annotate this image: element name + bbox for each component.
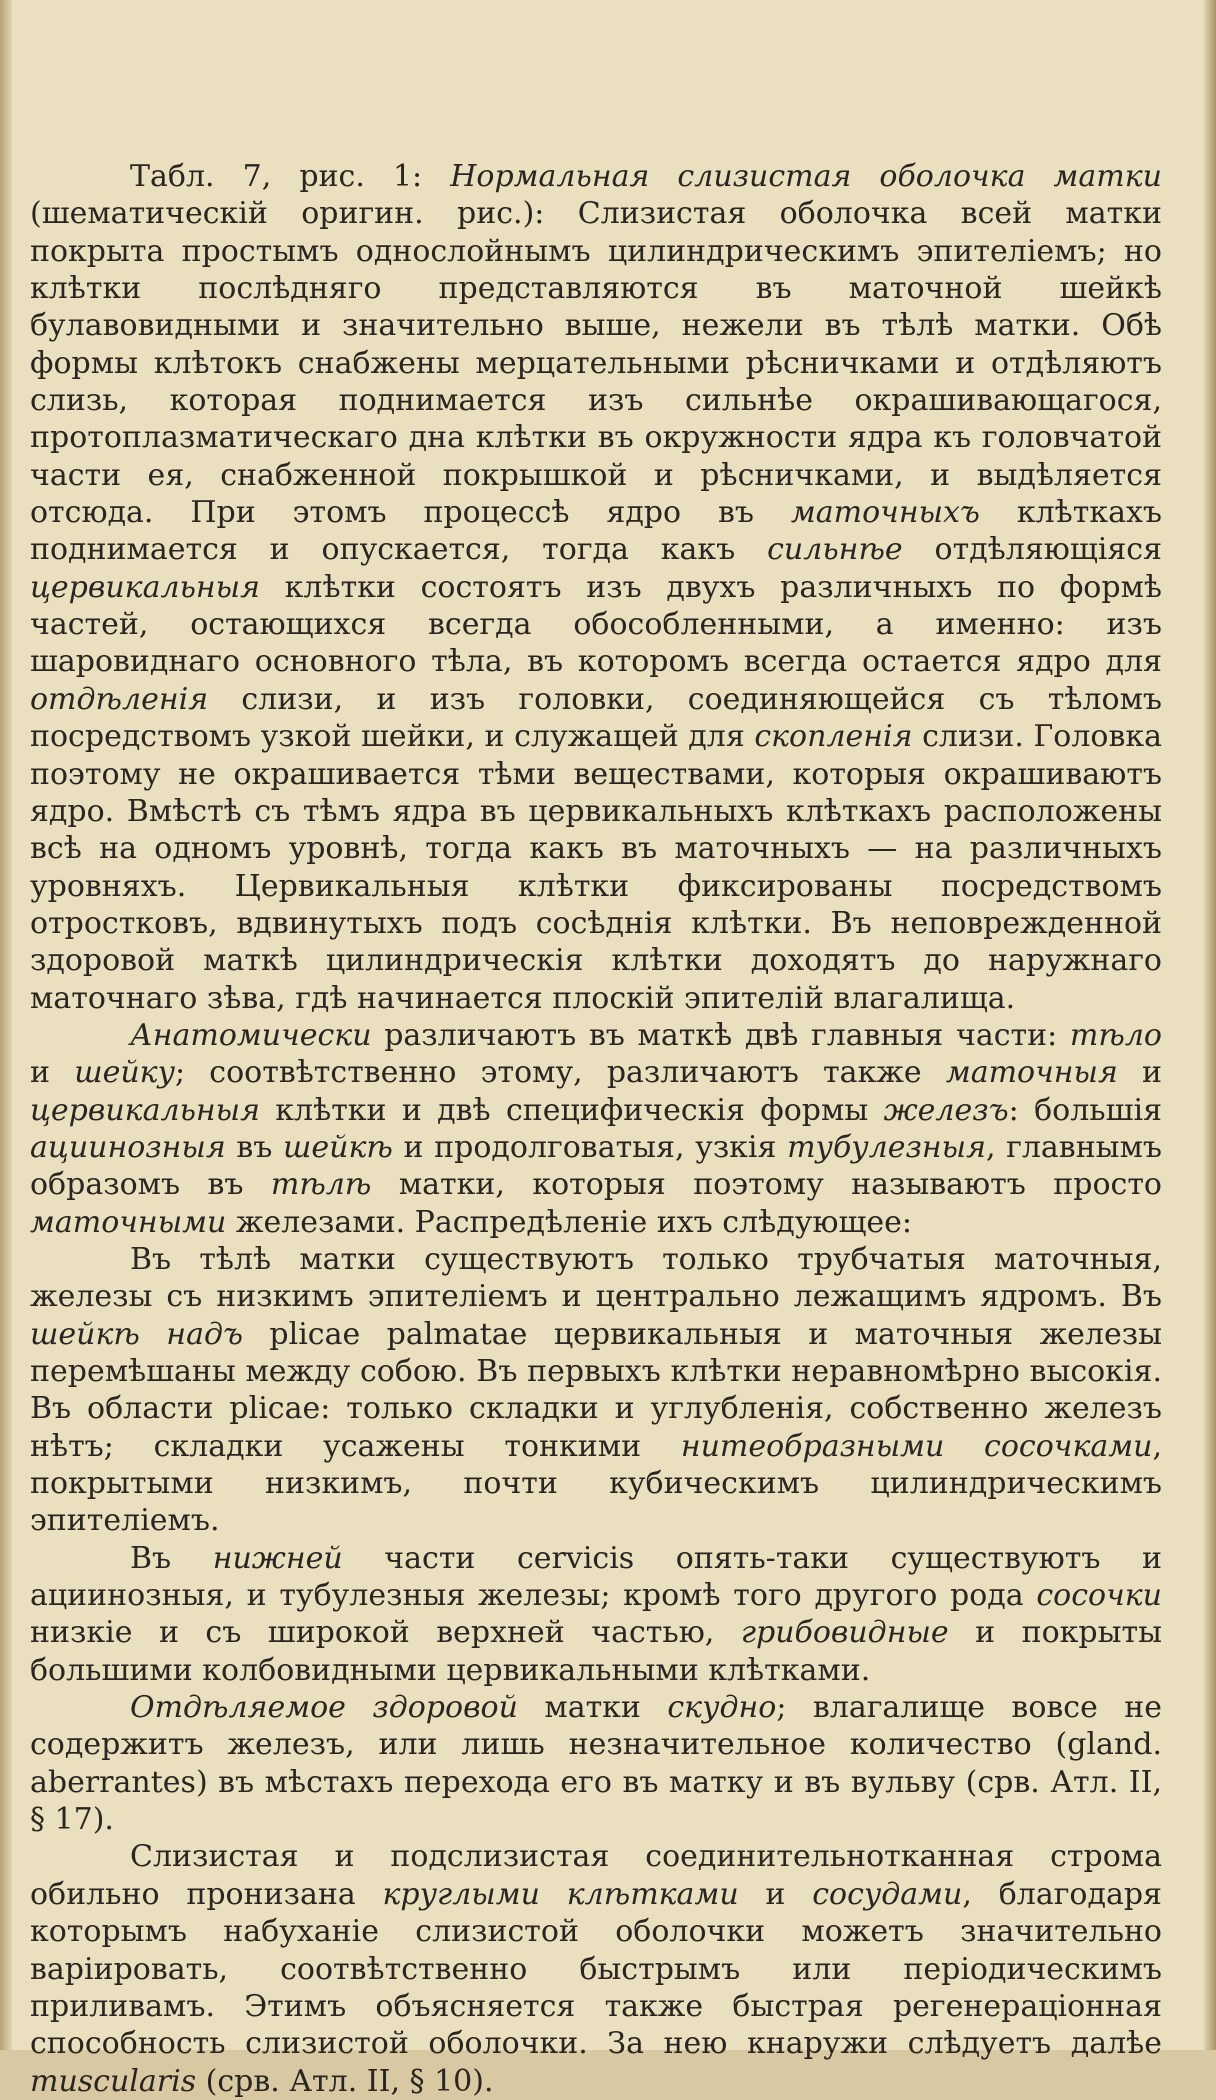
italic-term: тѣлѣ [270,1167,372,1203]
paragraph-2 [30,1017,1162,1241]
italic-term: нитеобразными сосочками [680,1428,1153,1464]
paragraph-5 [30,1689,1162,1838]
paragraph-6 [30,1838,1162,2099]
text-run: Въ [130,1540,213,1576]
italic-term: тѣло [1069,1017,1162,1053]
italic-term: железъ [883,1092,1009,1128]
italic-term: маточныя [945,1055,1118,1091]
italic-term: цервикальныя [30,1092,260,1128]
text-run: Табл. 7, рис. 1: [130,159,451,194]
text-run: Въ тѣлѣ матки существуютъ только трубчатыя маточныя, железы съ низкимъ эпителіемъ и центрально лежащимъ ядромъ. Въ [30,1241,1162,1315]
text-run: и покрыты большими колбовидными цервикальными клѣтками. [30,1615,1162,1688]
text-run: различаютъ въ маткѣ двѣ главныя части: [371,1017,1070,1053]
text-run: (шематическій оригин. рис.): Слизистая оболочка всей матки покрыта простымъ однослойнымъ цилиндрическимъ эпителіемъ; но клѣтки послѣдняго представляются въ маточной шейкѣ булавовидными и значительно выше, нежели въ тѣлѣ матки. Обѣ формы клѣтокъ снабжены мерцательными рѣсничками и отдѣляютъ слизь, которая поднимается изъ сильнѣе окрашивающагося, протоплазматическаго дна клѣтки въ окружности ядра къ головчатой части ея, снабженной покрышкой и рѣсничками, и выдѣляется отсюда. При этомъ процессѣ ядро въ [30,196,1162,531]
italic-term: тубулезныя [787,1129,986,1165]
text-run: слизи, и изъ головки, соединяющейся съ тѣломъ посредствомъ узкой шейки, и служащей для [30,681,1162,755]
text-run: , главнымъ образомъ въ [30,1129,1162,1203]
text-run: и продолговатыя, узкія [392,1129,788,1165]
text-run: клѣтки состоятъ изъ двухъ различныхъ по формѣ частей, остающихся всегда обособленными, а именно: изъ шаровиднаго основного тѣла, въ которомъ всегда остается ядро для [30,569,1162,680]
italic-term: сосочки [1036,1578,1162,1614]
text-run: ; влагалище вовсе не содержитъ железъ, или лишь незначительное количество (gland. aberrantes) въ мѣстахъ перехода его въ матку и въ вульву (срв. Атл. II, § 17). [30,1690,1163,1838]
italic-term: отдѣленія [30,681,209,717]
italic-term: грибовидные [740,1615,949,1651]
paragraph-1 [30,158,1162,1017]
page-edge-left [0,0,12,2050]
italic-term: скопленія [754,719,913,755]
italic-term: сильнѣе [767,532,903,568]
text-run: въ [225,1129,283,1165]
italic-term: скудно [667,1690,777,1726]
text-run: и [30,1055,75,1091]
italic-term: шейку [74,1055,175,1091]
italic-term: нижней [212,1540,343,1576]
italic-term: muscularis [30,2063,197,2099]
text-run: клѣткахъ поднимается и опускается, тогда какъ [30,495,1162,568]
paragraph-3 [30,1241,1162,1540]
text-run: и [738,1876,813,1912]
italic-term: шейкѣ надъ [30,1316,243,1352]
text-run: части cervicis опять-таки существуютъ и ациинозныя, и тубулезныя железы; кромѣ того другого рода [30,1540,1163,1614]
italic-term: шейкѣ [282,1129,393,1165]
text-run: отдѣляющіяся [902,532,1162,568]
italic-term: маточными [30,1204,227,1240]
text-run: Слизистая и подслизистая соединительнотканная строма обильно пронизана [30,1839,1162,1912]
text-run: матки [517,1690,668,1726]
text-run: клѣтки и двѣ специфическія формы [259,1092,884,1128]
text-run: : большія [1008,1092,1162,1128]
text-run: низкіе и съ широкой верхней частью, [30,1615,741,1651]
italic-term: круглыми клѣтками [382,1876,739,1912]
text-body [30,158,1162,2100]
italic-term: ациинозныя [30,1129,226,1165]
text-run: , покрытыми низкимъ, почти кубическимъ цилиндрическимъ эпителіемъ. [30,1428,1162,1539]
italic-term: Отдѣляемое здоровой [130,1690,518,1726]
text-run: (срв. Атл. II, § 10). [196,2063,494,2099]
italic-term: Нормальная слизистая оболочка матки [450,159,1162,194]
text-run: железами. Распредѣленіе ихъ слѣдующее: [226,1204,912,1240]
text-run: , благодаря которымъ набуханіе слизистой оболочки можетъ значительно варіировать, соотвѣтственно быстрымъ или періодическимъ приливамъ. Этимъ объясняется также быстрая регенераціонная способность слизистой оболочки. За нею кнаружи слѣдуетъ далѣе [30,1876,1162,2062]
text-run: ; соотвѣтственно этому, различаютъ также [175,1055,946,1091]
text-run: матки, которыя поэтому называютъ просто [371,1167,1162,1203]
text-run: и [1117,1055,1163,1091]
italic-term: маточныхъ [790,495,980,531]
paragraph-4 [30,1540,1162,1689]
page-edge-right [1204,0,1216,2050]
text-run: слизи. Головка поэтому не окрашивается тѣми веществами, которыя окрашиваютъ ядро. Вмѣстѣ съ тѣмъ ядра въ цервикальныхъ клѣткахъ расположены всѣ на одномъ уровнѣ, тогда какъ въ маточныхъ — на различныхъ уровняхъ. Цервикальныя клѣтки фиксированы посредствомъ отростковъ, вдвинутыхъ подъ сосѣднія клѣтки. Въ неповрежденной здоровой маткѣ цилиндрическія клѣтки доходятъ до наружнаго маточнаго зѣва, гдѣ начинается плоскій эпителій влагалища. [30,719,1162,1016]
text-run: plicae palmatae цервикальныя и маточныя железы перемѣшаны между собою. Въ первыхъ клѣтки неравномѣрно высокія. Въ области plicae: только складки и углубленія, собственно железъ нѣтъ; складки усажены тонкими [30,1316,1162,1464]
italic-term: Анатомически [130,1017,372,1053]
italic-term: сосудами [812,1876,963,1912]
italic-term: цервикальныя [30,569,260,605]
